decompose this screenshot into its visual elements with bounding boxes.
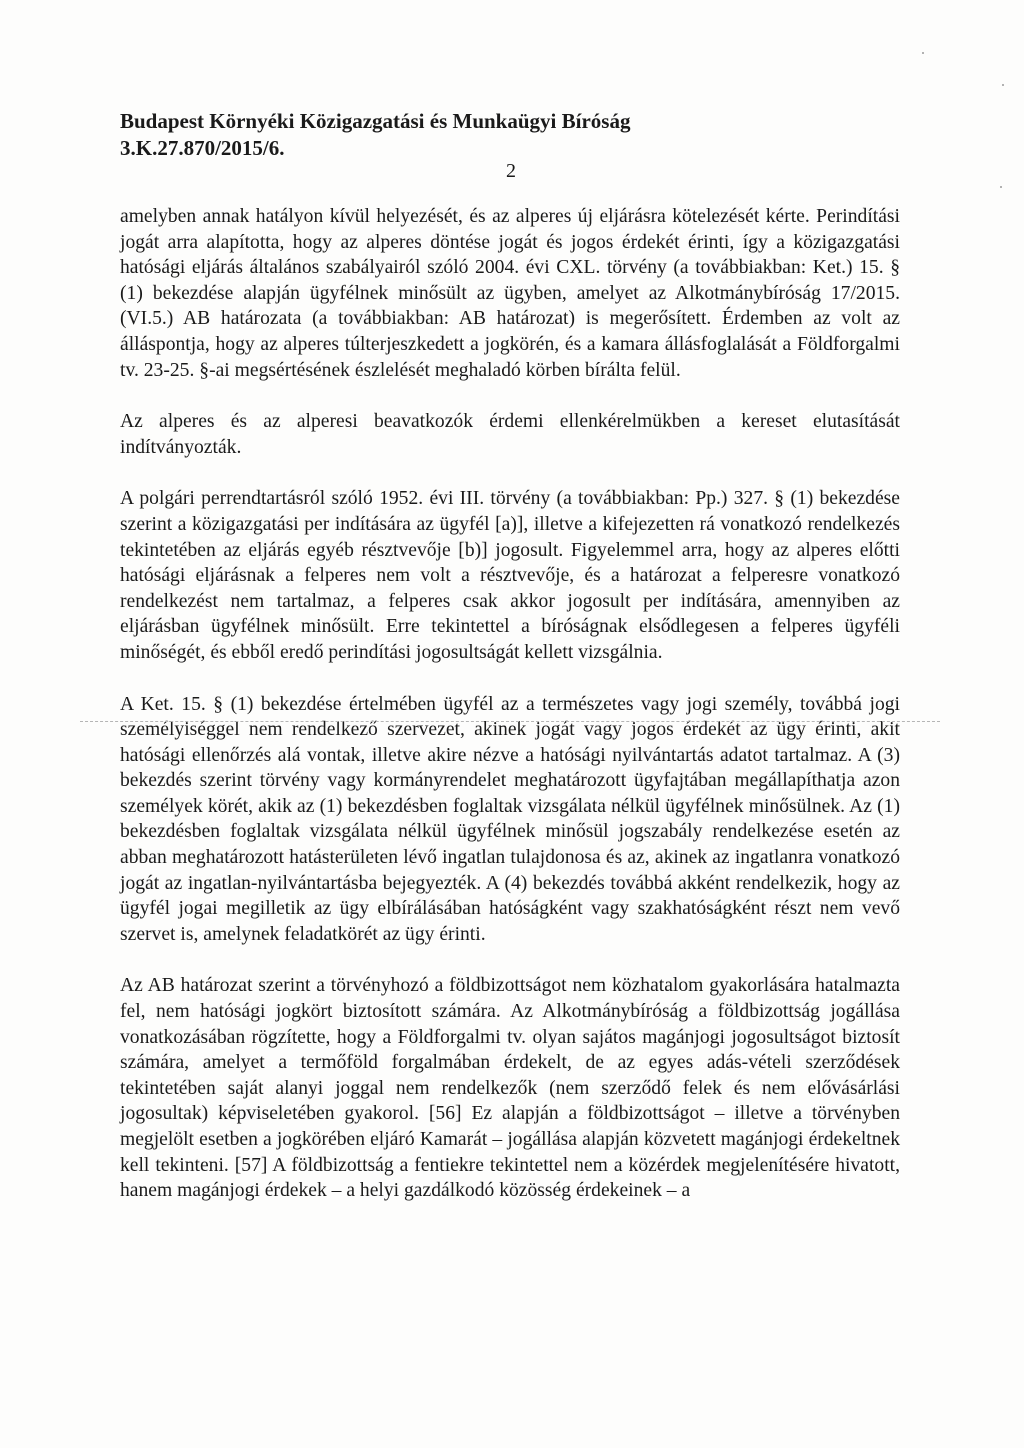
scan-artifact-line [80,721,940,723]
court-name: Budapest Környéki Közigazgatási és Munkaügyi Bíróság [120,109,631,133]
scan-speck [922,52,924,54]
paragraph: Az alperes és az alperesi beavatkozók érdemi ellenkérelmükben a kereset elutasítását indítványozták. [120,411,900,458]
document-header [120,108,630,162]
paragraph: amelyben annak hatályon kívül helyezését, és az alperes új eljárásra kötelezését kérte. Perindítási jogát arra alapította, hogy az alperes döntése jogát és jogos érdekét érinti, így a közigazgatási hatósági eljárás általános szabályairól szóló 2004. évi CXL. törvény (a továbbiakban: Ket.) 15. § (1) bekezdése alapján ügyfélnek minősült az ügyben, amelyet az Alkotmánybíróság 17/2015.(VI.5.) AB határozata (a továbbiakban: AB határozat) is megerősített. Érdemben az volt az álláspontja, hogy az alperes túlterjeszkedett a jogkörén, és a kamara állásfoglalását a Földforgalmi tv. 23-25. §-ai megsértésének észlelését meghaladó körben bírálta felül. [120,206,900,381]
case-number: 3.K.27.870/2015/6. [120,136,285,160]
paragraph: Az AB határozat szerint a törvényhozó a földbizottságot nem közhatalom gyakorlására hatalmazta fel, nem hatósági jogkört biztosított számára. Az Alkotmánybíróság a földbizottság jogállása vonatkozásában rögzítette, hogy a Földforgalmi tv. olyan sajátos magánjogi jogosultságot biztosít számára, amelyet a termőföld forgalmában érdekelt, de az egyes adás-vételi szerződések tekintetében saját alanyi joggal nem rendelkezők (nem szerződő felek és nem elővásárlási jogosultak) képviseletében gyakorol. [56] Ez alapján a földbizottságot – illetve a törvényben megjelölt esetben a jogkörében eljáró Kamarát – jogállása alapján közvetett magánjogi érdekeltnek kell tekinteni. [57] A földbizottság a fentiekre tekintettel nem a közérdek megjelenítésére hivatott, hanem magánjogi érdekek – a helyi gazdálkodó közösség érdekeinek – a [120,975,900,1202]
document-body [120,204,900,1230]
paragraph: A Ket. 15. § (1) bekezdése értelmében ügyfél az a természetes vagy jogi személy, továbbá jogi személyiséggel nem rendelkező szervezet, akinek jogát vagy jogos érdekét az ügy érinti, akit hatósági ellenőrzés alá vontak, illetve akire nézve a hatósági nyilvántartás adatot tartalmaz. A (3) bekezdés szerint törvény vagy kormányrendelet meghatározott ügyfajtában megállapíthatja azon személyek körét, akik az (1) bekezdésben foglaltak vizsgálata nélkül ügyfélnek minősülnek. Az (1) bekezdésben foglaltak vizsgálata nélkül ügyfélnek minősül jogszabály rendelkezése esetén az abban meghatározott hatásterületen lévő ingatlan tulajdonosa és az, akinek az ingatlanra vonatkozó jogát az ingatlan-nyilvántartásba bejegyezték. A (4) bekezdés továbbá akként rendelkezik, hogy az ügyfél jogai megilletik az ügy elbírálásában hatóságként vagy szakhatóságként részt nem vevő szervet is, amelynek feladatkörét az ügy érinti. [120,693,900,945]
paragraph: A polgári perrendtartásról szóló 1952. évi III. törvény (a továbbiakban: Pp.) 327. § (1) bekezdése szerint a közigazgatási per indítására az ügyfél [a)], illetve a kifejezetten rá vonatkozó rendelkezés tekintetében az eljárás egyéb résztvevője [b)] jogosult. Figyelemmel arra, hogy az alperes előtti hatósági eljárásnak a felperes nem volt a résztvevője, és a határozat a felperesre vonatkozó rendelkezést nem tartalmaz, a felperes csak akkor jogosult per indítására, amennyiben az eljárásban ügyfélnek minősült. Erre tekintettel a bíróságnak elsődlegesen a felperes ügyféli minőségét, és ebből eredő perindítási jogosultságát kellett vizsgálnia. [120,488,900,663]
page-number: 2 [506,160,516,182]
scan-speck [1002,84,1004,86]
scan-speck [1000,186,1002,188]
